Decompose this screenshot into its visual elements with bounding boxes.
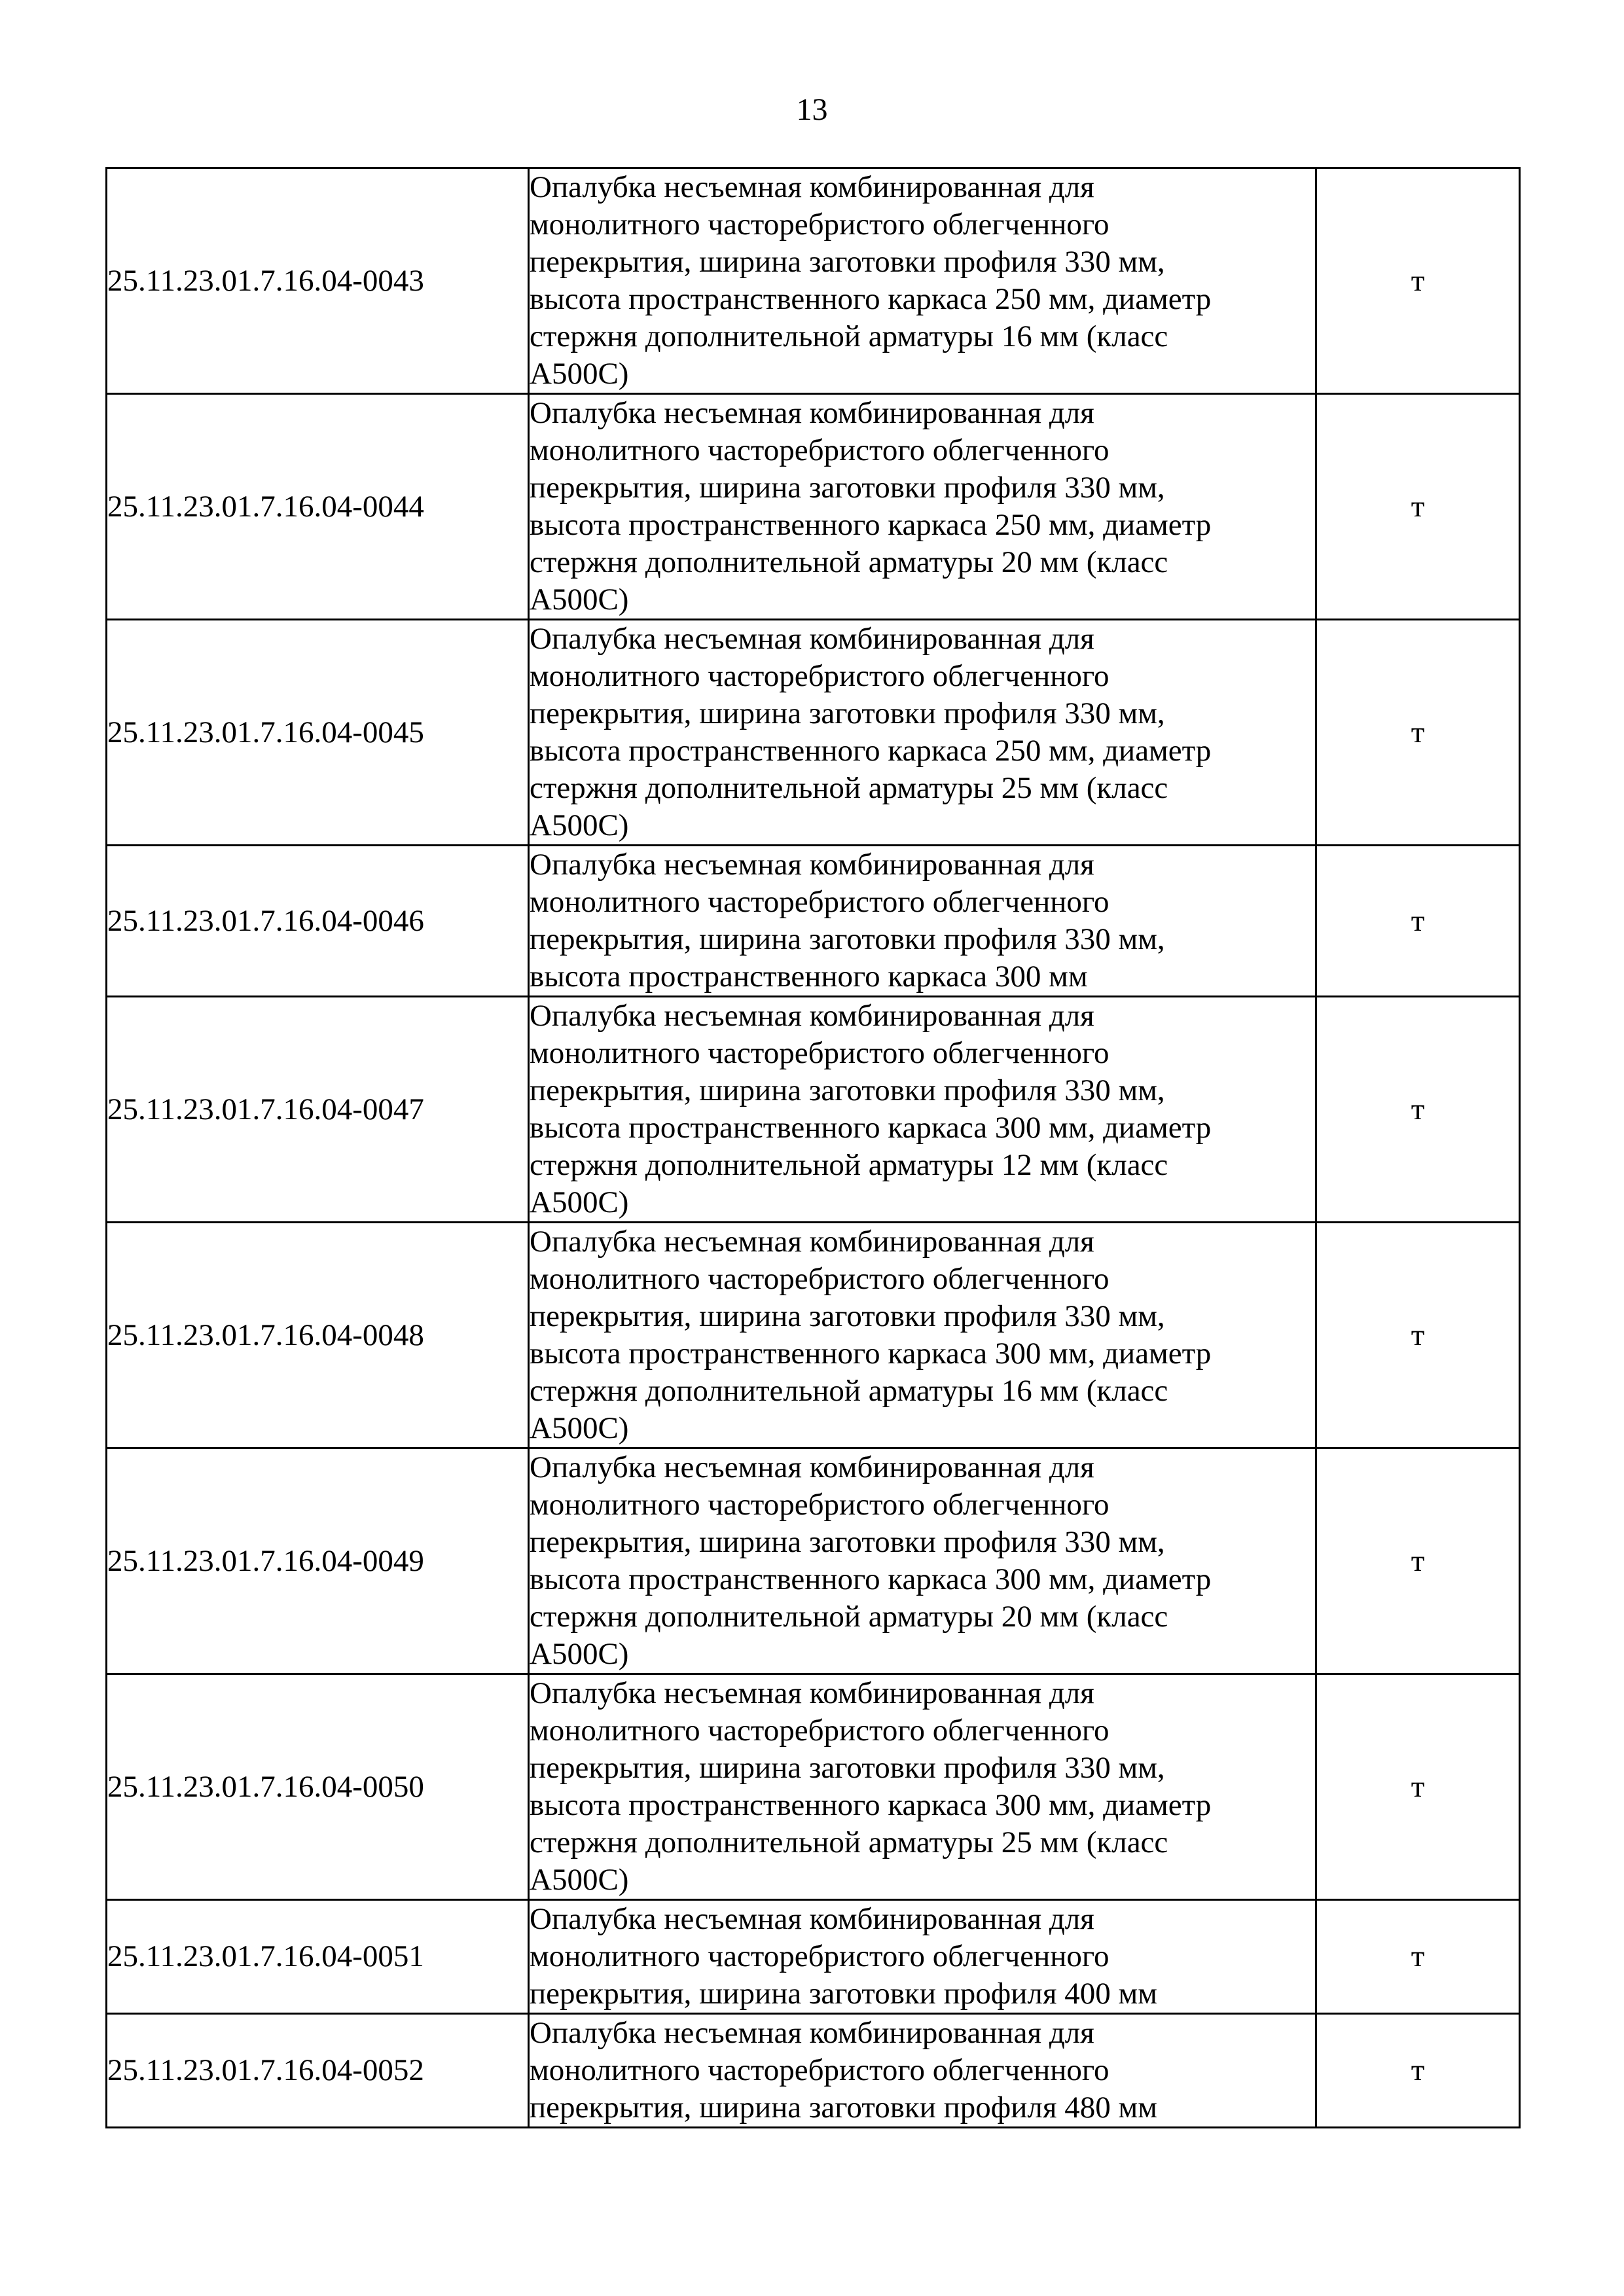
description-line: А500С): [530, 1863, 629, 1897]
description-line: высота пространственного каркаса 300 мм, диаметр: [530, 1111, 1212, 1145]
unit-of-measure: т: [1316, 168, 1520, 394]
description-line: высота пространственного каркаса 250 мм, диаметр: [530, 282, 1212, 316]
table-row: [107, 846, 1520, 997]
resource-code: 25.11.23.01.7.16.04-0048: [107, 1223, 529, 1448]
description-line: перекрытия, ширина заготовки профиля 400 мм: [530, 1977, 1157, 2011]
description-line: стержня дополнительной арматуры 20 мм (класс: [530, 545, 1168, 579]
description-line: перекрытия, ширина заготовки профиля 330 мм,: [530, 922, 1165, 956]
description-line: монолитного часторебристого облегченного: [530, 885, 1110, 919]
description-line: перекрытия, ширина заготовки профиля 330 мм,: [530, 1073, 1165, 1107]
description-line: стержня дополнительной арматуры 12 мм (класс: [530, 1148, 1168, 1182]
description-line: А500С): [530, 1411, 629, 1445]
description-line: стержня дополнительной арматуры 20 мм (класс: [530, 1600, 1168, 1634]
table-row: [107, 2014, 1520, 2128]
description-line: стержня дополнительной арматуры 16 мм (класс: [530, 1374, 1168, 1408]
description-line: высота пространственного каркаса 300 мм, диаметр: [530, 1788, 1212, 1822]
description-line: Опалубка несъемная комбинированная для: [530, 1902, 1094, 1936]
description-line: монолитного часторебристого облегченного: [530, 1488, 1110, 1522]
resource-description: [529, 620, 1316, 846]
table-row: [107, 997, 1520, 1223]
description-line: А500С): [530, 1185, 629, 1219]
resource-description: [529, 1223, 1316, 1448]
description-line: высота пространственного каркаса 300 мм: [530, 960, 1088, 994]
resource-code: 25.11.23.01.7.16.04-0045: [107, 620, 529, 846]
description-line: монолитного часторебристого облегченного: [530, 207, 1110, 242]
description-line: высота пространственного каркаса 300 мм, диаметр: [530, 1562, 1212, 1596]
resource-description: [529, 394, 1316, 620]
description-line: А500С): [530, 583, 629, 617]
table-row: [107, 1900, 1520, 2014]
description-line: Опалубка несъемная комбинированная для: [530, 396, 1094, 430]
unit-of-measure: т: [1316, 846, 1520, 997]
description-line: Опалубка несъемная комбинированная для: [530, 1450, 1094, 1484]
description-line: перекрытия, ширина заготовки профиля 330 мм,: [530, 1299, 1165, 1333]
resource-description: [529, 2014, 1316, 2128]
table-row: [107, 1448, 1520, 1674]
description-line: перекрытия, ширина заготовки профиля 330 мм,: [530, 245, 1165, 279]
resource-code: 25.11.23.01.7.16.04-0043: [107, 168, 529, 394]
description-line: монолитного часторебристого облегченного: [530, 1036, 1110, 1070]
description-line: стержня дополнительной арматуры 25 мм (класс: [530, 1825, 1168, 1859]
resource-code: 25.11.23.01.7.16.04-0047: [107, 997, 529, 1223]
description-line: А500С): [530, 357, 629, 391]
description-line: монолитного часторебристого облегченного: [530, 1713, 1110, 1748]
resource-code: 25.11.23.01.7.16.04-0052: [107, 2014, 529, 2128]
resource-table: [105, 167, 1521, 2128]
resource-code: 25.11.23.01.7.16.04-0050: [107, 1674, 529, 1900]
resource-description: [529, 997, 1316, 1223]
resource-code: 25.11.23.01.7.16.04-0049: [107, 1448, 529, 1674]
resource-description: [529, 846, 1316, 997]
resource-code: 25.11.23.01.7.16.04-0044: [107, 394, 529, 620]
description-line: высота пространственного каркаса 250 мм, диаметр: [530, 734, 1212, 768]
table-row: [107, 1674, 1520, 1900]
description-line: высота пространственного каркаса 250 мм, диаметр: [530, 508, 1212, 542]
description-line: А500С): [530, 1637, 629, 1671]
description-line: Опалубка несъемная комбинированная для: [530, 1225, 1094, 1259]
description-line: Опалубка несъемная комбинированная для: [530, 622, 1094, 656]
table-row: [107, 168, 1520, 394]
description-line: перекрытия, ширина заготовки профиля 330 мм,: [530, 1525, 1165, 1559]
description-line: Опалубка несъемная комбинированная для: [530, 848, 1094, 882]
description-line: перекрытия, ширина заготовки профиля 330 мм,: [530, 696, 1165, 730]
table-row: [107, 620, 1520, 846]
unit-of-measure: т: [1316, 1900, 1520, 2014]
resource-description: [529, 1900, 1316, 2014]
resource-description: [529, 168, 1316, 394]
resource-code: 25.11.23.01.7.16.04-0051: [107, 1900, 529, 2014]
unit-of-measure: т: [1316, 1223, 1520, 1448]
description-line: монолитного часторебристого облегченного: [530, 659, 1110, 693]
resource-description: [529, 1448, 1316, 1674]
unit-of-measure: т: [1316, 2014, 1520, 2128]
unit-of-measure: т: [1316, 620, 1520, 846]
description-line: монолитного часторебристого облегченного: [530, 2053, 1110, 2087]
resource-description: [529, 1674, 1316, 1900]
resource-code: 25.11.23.01.7.16.04-0046: [107, 846, 529, 997]
unit-of-measure: т: [1316, 997, 1520, 1223]
description-line: перекрытия, ширина заготовки профиля 480 мм: [530, 2090, 1157, 2125]
table-row: [107, 1223, 1520, 1448]
description-line: перекрытия, ширина заготовки профиля 330 мм,: [530, 1751, 1165, 1785]
description-line: монолитного часторебристого облегченного: [530, 1939, 1110, 1973]
description-line: монолитного часторебристого облегченного: [530, 1262, 1110, 1296]
description-line: стержня дополнительной арматуры 25 мм (класс: [530, 771, 1168, 805]
table-row: [107, 394, 1520, 620]
description-line: Опалубка несъемная комбинированная для: [530, 2016, 1094, 2050]
description-line: Опалубка несъемная комбинированная для: [530, 1676, 1094, 1710]
description-line: перекрытия, ширина заготовки профиля 330 мм,: [530, 471, 1165, 505]
description-line: стержня дополнительной арматуры 16 мм (класс: [530, 319, 1168, 353]
description-line: А500С): [530, 808, 629, 842]
description-line: монолитного часторебристого облегченного: [530, 433, 1110, 467]
description-line: Опалубка несъемная комбинированная для: [530, 999, 1094, 1033]
unit-of-measure: т: [1316, 1448, 1520, 1674]
page-number: 13: [796, 92, 828, 127]
unit-of-measure: т: [1316, 394, 1520, 620]
description-line: Опалубка несъемная комбинированная для: [530, 170, 1094, 204]
description-line: высота пространственного каркаса 300 мм, диаметр: [530, 1336, 1212, 1371]
unit-of-measure: т: [1316, 1674, 1520, 1900]
